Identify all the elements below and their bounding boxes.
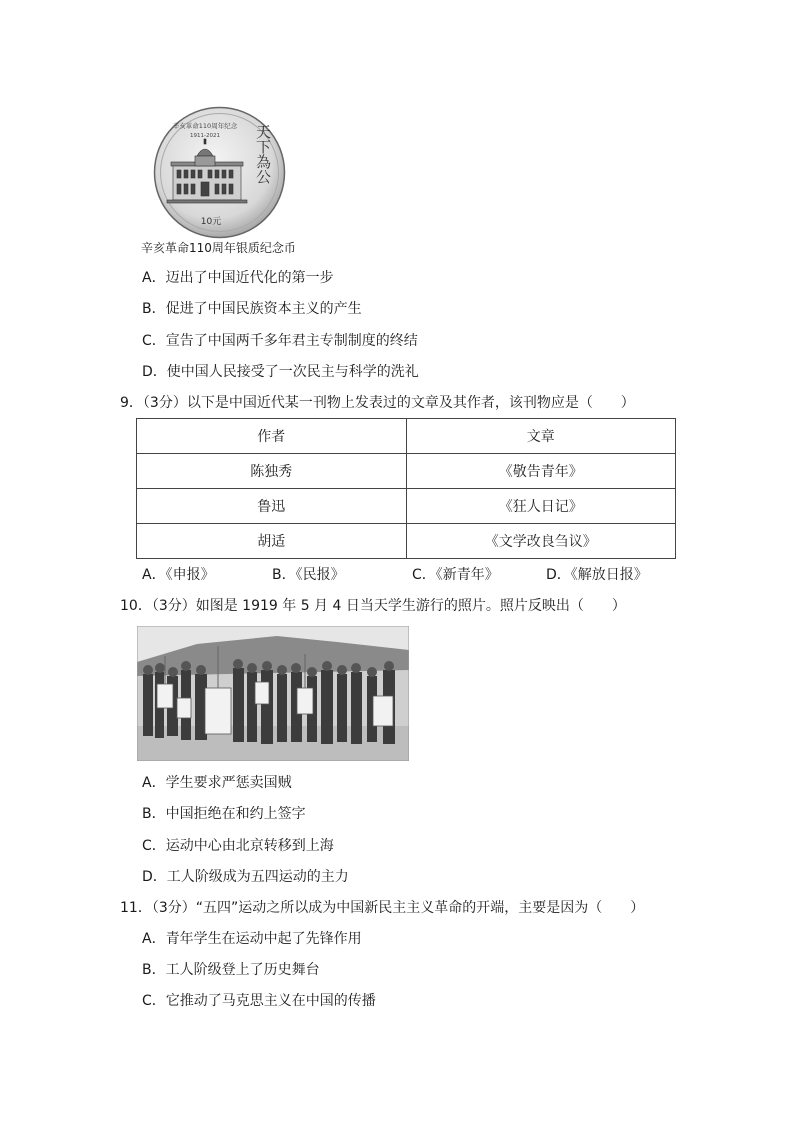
q9-option-d: D．《解放日报》 <box>546 567 648 583</box>
q11-option-a: A．青年学生在运动中起了先锋作用 <box>142 931 362 947</box>
table-cell: 陈独秀 <box>137 454 407 489</box>
q10-option-a: A．学生要求严惩卖国贼 <box>142 775 292 791</box>
table-cell: 《狂人日记》 <box>406 489 676 524</box>
table-cell: 《文学改良刍议》 <box>406 524 676 559</box>
q11-option-c: C．它推动了马克思主义在中国的传播 <box>142 993 376 1009</box>
q9-option-c: C．《新青年》 <box>412 567 499 583</box>
q8-option-c: C．宣告了中国两千多年君主专制制度的终结 <box>142 333 418 349</box>
coin-caption: 辛亥革命110周年银质纪念币 <box>141 241 296 255</box>
table-header-row <box>137 419 676 454</box>
q8-option-d: D．使中国人民接受了一次民主与科学的洗礼 <box>142 364 419 380</box>
table-row <box>137 454 676 489</box>
q10-stem: 10．（3分）如图是 1919 年 5 月 4 日当天学生游行的照片。照片反映出（ ） <box>120 598 626 614</box>
q9-option-a: A．《申报》 <box>142 567 215 583</box>
commemorative-coin-image <box>153 106 286 239</box>
q10-option-c: C．运动中心由北京转移到上海 <box>142 838 334 854</box>
coin-denomination: 10元 <box>200 217 222 227</box>
coin-years: 1911-2021 <box>190 133 220 139</box>
table-header-author: 作者 <box>137 419 407 454</box>
may-fourth-protest-photo <box>137 626 409 761</box>
q9-option-b: B．《民报》 <box>272 567 345 583</box>
articles-table <box>136 418 676 559</box>
table-cell: 胡适 <box>137 524 407 559</box>
q11-option-b: B．工人阶级登上了历史舞台 <box>142 962 320 978</box>
table-cell: 鲁迅 <box>137 489 407 524</box>
coin-top-text: 辛亥革命110周年纪念 <box>172 122 238 130</box>
q10-option-b: B．中国拒绝在和约上签字 <box>142 806 306 822</box>
q9-stem: 9．（3分）以下是中国近代某一刊物上发表过的文章及其作者，该刊物应是（ ） <box>120 395 635 411</box>
table-row <box>137 489 676 524</box>
q11-stem: 11．（3分）“五四”运动之所以成为中国新民主主义革命的开端，主要是因为（ ） <box>120 900 645 916</box>
svg-text:天下為公: 天下為公 <box>254 124 272 184</box>
table-row <box>137 524 676 559</box>
q8-option-b: B．促进了中国民族资本主义的产生 <box>142 301 362 317</box>
table-header-article: 文章 <box>406 419 676 454</box>
table-cell: 《敬告青年》 <box>406 454 676 489</box>
q10-option-d: D．工人阶级成为五四运动的主力 <box>142 869 349 885</box>
q8-option-a: A．迈出了中国近代化的第一步 <box>142 270 334 286</box>
coin-calligraphy <box>254 124 272 185</box>
